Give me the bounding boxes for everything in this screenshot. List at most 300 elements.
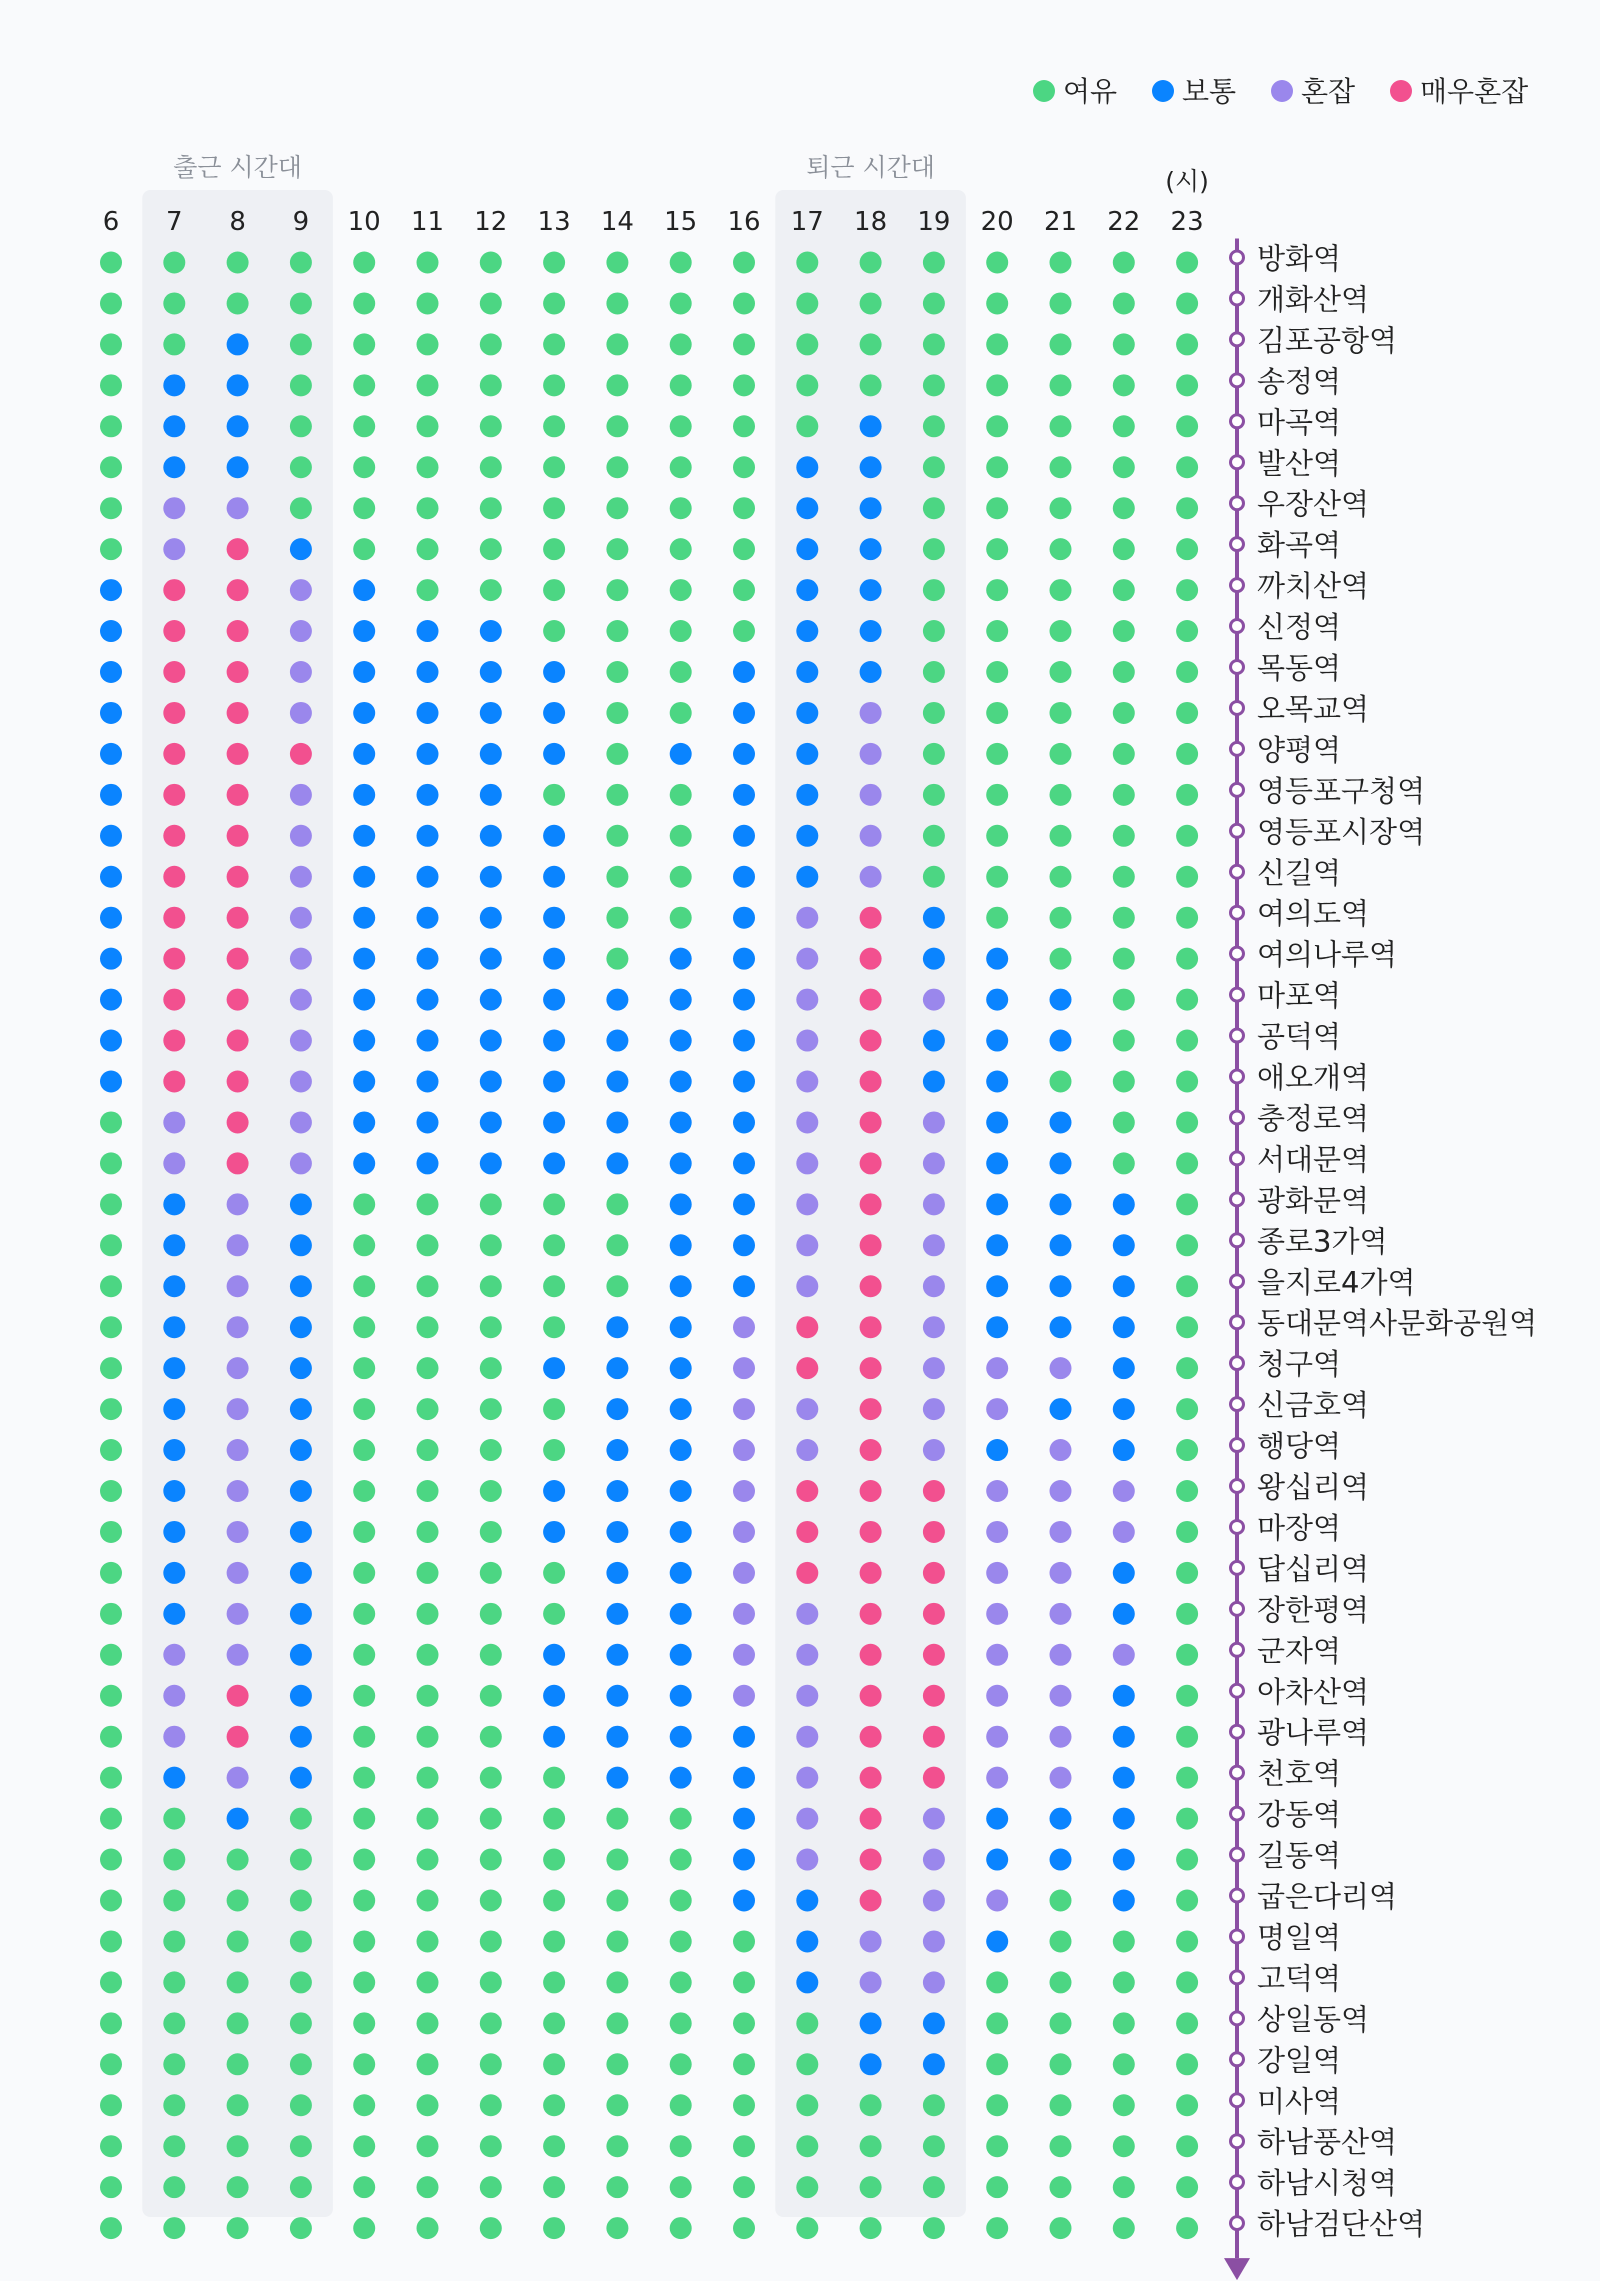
dot-목동역-18 bbox=[860, 661, 882, 683]
station-label-미사역: 미사역 bbox=[1257, 2084, 1342, 2119]
hour-label-22: 22 bbox=[1107, 207, 1141, 237]
dot-왕십리역-20 bbox=[986, 1480, 1008, 1502]
dot-개화산역-7 bbox=[163, 292, 185, 314]
station-marker-우장산역 bbox=[1231, 497, 1244, 510]
hour-label-6: 6 bbox=[102, 207, 120, 237]
dot-장한평역-14 bbox=[606, 1603, 628, 1625]
dot-신금호역-7 bbox=[163, 1398, 185, 1420]
dot-애오개역-10 bbox=[353, 1071, 375, 1093]
dot-오목교역-9 bbox=[290, 702, 312, 724]
dot-신길역-21 bbox=[1050, 866, 1072, 888]
dot-을지로4가역-18 bbox=[860, 1275, 882, 1297]
dot-왕십리역-14 bbox=[606, 1480, 628, 1502]
dot-청구역-11 bbox=[417, 1357, 439, 1379]
dot-하남시청역-7 bbox=[163, 2176, 185, 2198]
dot-동대문역사문화공원역-18 bbox=[860, 1316, 882, 1338]
dot-천호역-20 bbox=[986, 1767, 1008, 1789]
dot-마장역-16 bbox=[733, 1521, 755, 1543]
dot-우장산역-11 bbox=[417, 497, 439, 519]
dot-마곡역-10 bbox=[353, 415, 375, 437]
dot-양평역-7 bbox=[163, 743, 185, 765]
dot-김포공항역-13 bbox=[543, 333, 565, 355]
dot-길동역-6 bbox=[100, 1849, 122, 1871]
dot-화곡역-7 bbox=[163, 538, 185, 560]
dot-강일역-14 bbox=[606, 2053, 628, 2075]
dot-신길역-8 bbox=[227, 866, 249, 888]
dot-개화산역-8 bbox=[227, 292, 249, 314]
dot-방화역-13 bbox=[543, 252, 565, 274]
station-marker-충정로역 bbox=[1231, 1111, 1244, 1124]
dot-김포공항역-10 bbox=[353, 333, 375, 355]
dot-아차산역-6 bbox=[100, 1685, 122, 1707]
dot-명일역-19 bbox=[923, 1930, 945, 1952]
dot-왕십리역-11 bbox=[417, 1480, 439, 1502]
station-marker-송정역 bbox=[1231, 374, 1244, 387]
dot-개화산역-23 bbox=[1176, 292, 1198, 314]
dot-개화산역-11 bbox=[417, 292, 439, 314]
dot-길동역-9 bbox=[290, 1849, 312, 1871]
dot-굽은다리역-23 bbox=[1176, 1890, 1198, 1912]
dot-마장역-22 bbox=[1113, 1521, 1135, 1543]
dot-김포공항역-12 bbox=[480, 333, 502, 355]
dot-강일역-13 bbox=[543, 2053, 565, 2075]
dot-여의도역-22 bbox=[1113, 907, 1135, 929]
dot-강동역-14 bbox=[606, 1808, 628, 1830]
dot-군자역-23 bbox=[1176, 1644, 1198, 1666]
dot-하남검단산역-15 bbox=[670, 2217, 692, 2239]
dot-하남풍산역-21 bbox=[1050, 2135, 1072, 2157]
dot-장한평역-22 bbox=[1113, 1603, 1135, 1625]
dot-명일역-18 bbox=[860, 1930, 882, 1952]
route-arrow-icon bbox=[1224, 2258, 1250, 2280]
dot-장한평역-10 bbox=[353, 1603, 375, 1625]
station-marker-장한평역 bbox=[1231, 1602, 1244, 1615]
dot-아차산역-7 bbox=[163, 1685, 185, 1707]
dot-을지로4가역-13 bbox=[543, 1275, 565, 1297]
dot-공덕역-11 bbox=[417, 1030, 439, 1052]
dot-길동역-17 bbox=[796, 1849, 818, 1871]
dot-목동역-12 bbox=[480, 661, 502, 683]
dot-아차산역-9 bbox=[290, 1685, 312, 1707]
dot-장한평역-13 bbox=[543, 1603, 565, 1625]
station-marker-마곡역 bbox=[1231, 415, 1244, 428]
dot-공덕역-18 bbox=[860, 1030, 882, 1052]
hour-label-7: 7 bbox=[166, 207, 183, 237]
dot-고덕역-17 bbox=[796, 1971, 818, 1993]
dot-양평역-9 bbox=[290, 743, 312, 765]
station-label-동대문역사문화공원역: 동대문역사문화공원역 bbox=[1257, 1306, 1538, 1341]
dot-명일역-21 bbox=[1050, 1930, 1072, 1952]
dot-까치산역-15 bbox=[670, 579, 692, 601]
station-label-개화산역: 개화산역 bbox=[1257, 282, 1370, 317]
dot-화곡역-10 bbox=[353, 538, 375, 560]
dot-행당역-23 bbox=[1176, 1439, 1198, 1461]
dot-방화역-17 bbox=[796, 252, 818, 274]
dot-화곡역-23 bbox=[1176, 538, 1198, 560]
dot-굽은다리역-13 bbox=[543, 1890, 565, 1912]
dot-화곡역-12 bbox=[480, 538, 502, 560]
dot-발산역-16 bbox=[733, 456, 755, 478]
dot-아차산역-18 bbox=[860, 1685, 882, 1707]
dot-하남시청역-20 bbox=[986, 2176, 1008, 2198]
dot-여의나루역-12 bbox=[480, 948, 502, 970]
dot-아차산역-13 bbox=[543, 1685, 565, 1707]
dot-명일역-6 bbox=[100, 1930, 122, 1952]
dot-명일역-17 bbox=[796, 1930, 818, 1952]
dot-아차산역-16 bbox=[733, 1685, 755, 1707]
dot-고덕역-18 bbox=[860, 1971, 882, 1993]
dot-동대문역사문화공원역-10 bbox=[353, 1316, 375, 1338]
dot-광화문역-9 bbox=[290, 1193, 312, 1215]
dot-청구역-23 bbox=[1176, 1357, 1198, 1379]
dot-화곡역-16 bbox=[733, 538, 755, 560]
dot-우장산역-22 bbox=[1113, 497, 1135, 519]
station-marker-영등포시장역 bbox=[1231, 824, 1244, 837]
dot-동대문역사문화공원역-15 bbox=[670, 1316, 692, 1338]
dot-상일동역-11 bbox=[417, 2012, 439, 2034]
dot-길동역-12 bbox=[480, 1849, 502, 1871]
dot-여의나루역-8 bbox=[227, 948, 249, 970]
dot-아차산역-21 bbox=[1050, 1685, 1072, 1707]
dot-신길역-16 bbox=[733, 866, 755, 888]
dot-방화역-7 bbox=[163, 252, 185, 274]
dot-신길역-9 bbox=[290, 866, 312, 888]
dot-마장역-21 bbox=[1050, 1521, 1072, 1543]
dot-애오개역-23 bbox=[1176, 1071, 1198, 1093]
dot-마포역-11 bbox=[417, 989, 439, 1011]
dot-오목교역-12 bbox=[480, 702, 502, 724]
dot-우장산역-13 bbox=[543, 497, 565, 519]
dot-동대문역사문화공원역-12 bbox=[480, 1316, 502, 1338]
dot-여의도역-8 bbox=[227, 907, 249, 929]
dot-명일역-13 bbox=[543, 1930, 565, 1952]
dot-충정로역-21 bbox=[1050, 1111, 1072, 1133]
dot-방화역-11 bbox=[417, 252, 439, 274]
dot-하남시청역-13 bbox=[543, 2176, 565, 2198]
dot-행당역-15 bbox=[670, 1439, 692, 1461]
legend-label-1: 보통 bbox=[1182, 75, 1237, 108]
dot-신길역-20 bbox=[986, 866, 1008, 888]
dot-군자역-6 bbox=[100, 1644, 122, 1666]
dot-광나루역-19 bbox=[923, 1726, 945, 1748]
dot-고덕역-7 bbox=[163, 1971, 185, 1993]
dot-서대문역-11 bbox=[417, 1152, 439, 1174]
dot-왕십리역-22 bbox=[1113, 1480, 1135, 1502]
station-label-공덕역: 공덕역 bbox=[1257, 1019, 1342, 1054]
dot-굽은다리역-15 bbox=[670, 1890, 692, 1912]
dot-답십리역-8 bbox=[227, 1562, 249, 1584]
dot-행당역-11 bbox=[417, 1439, 439, 1461]
dot-까치산역-10 bbox=[353, 579, 375, 601]
dot-개화산역-18 bbox=[860, 292, 882, 314]
dot-명일역-15 bbox=[670, 1930, 692, 1952]
dot-명일역-20 bbox=[986, 1930, 1008, 1952]
dot-강동역-9 bbox=[290, 1808, 312, 1830]
dot-마포역-17 bbox=[796, 989, 818, 1011]
dot-신길역-19 bbox=[923, 866, 945, 888]
dot-서대문역-14 bbox=[606, 1152, 628, 1174]
dot-행당역-21 bbox=[1050, 1439, 1072, 1461]
dot-강동역-12 bbox=[480, 1808, 502, 1830]
dot-군자역-8 bbox=[227, 1644, 249, 1666]
dot-화곡역-17 bbox=[796, 538, 818, 560]
dot-마포역-6 bbox=[100, 989, 122, 1011]
dot-광나루역-18 bbox=[860, 1726, 882, 1748]
dot-개화산역-10 bbox=[353, 292, 375, 314]
dot-충정로역-22 bbox=[1113, 1111, 1135, 1133]
dot-신금호역-23 bbox=[1176, 1398, 1198, 1420]
dot-마포역-13 bbox=[543, 989, 565, 1011]
dot-우장산역-14 bbox=[606, 497, 628, 519]
dot-답십리역-14 bbox=[606, 1562, 628, 1584]
dot-동대문역사문화공원역-19 bbox=[923, 1316, 945, 1338]
legend-dot-1 bbox=[1152, 80, 1174, 102]
dot-여의도역-14 bbox=[606, 907, 628, 929]
dot-우장산역-9 bbox=[290, 497, 312, 519]
dot-고덕역-11 bbox=[417, 1971, 439, 1993]
station-label-영등포구청역: 영등포구청역 bbox=[1257, 773, 1426, 808]
dot-미사역-9 bbox=[290, 2094, 312, 2116]
dot-영등포시장역-21 bbox=[1050, 825, 1072, 847]
station-label-화곡역: 화곡역 bbox=[1257, 528, 1342, 563]
dot-충정로역-18 bbox=[860, 1111, 882, 1133]
dot-개화산역-20 bbox=[986, 292, 1008, 314]
dot-하남시청역-12 bbox=[480, 2176, 502, 2198]
dot-양평역-10 bbox=[353, 743, 375, 765]
dot-김포공항역-20 bbox=[986, 333, 1008, 355]
dot-충정로역-19 bbox=[923, 1111, 945, 1133]
dot-영등포구청역-15 bbox=[670, 784, 692, 806]
station-marker-하남풍산역 bbox=[1231, 2135, 1244, 2148]
dot-신길역-14 bbox=[606, 866, 628, 888]
dot-광나루역-20 bbox=[986, 1726, 1008, 1748]
station-label-하남검단산역: 하남검단산역 bbox=[1257, 2207, 1426, 2242]
legend bbox=[1033, 75, 1528, 108]
dot-종로3가역-6 bbox=[100, 1234, 122, 1256]
dot-군자역-18 bbox=[860, 1644, 882, 1666]
dot-여의도역-9 bbox=[290, 907, 312, 929]
station-label-신길역: 신길역 bbox=[1257, 855, 1342, 890]
dot-고덕역-10 bbox=[353, 1971, 375, 1993]
dot-김포공항역-11 bbox=[417, 333, 439, 355]
dot-길동역-8 bbox=[227, 1849, 249, 1871]
dot-청구역-6 bbox=[100, 1357, 122, 1379]
dot-길동역-16 bbox=[733, 1849, 755, 1871]
dot-송정역-10 bbox=[353, 374, 375, 396]
dot-굽은다리역-22 bbox=[1113, 1890, 1135, 1912]
dot-답십리역-16 bbox=[733, 1562, 755, 1584]
dot-마장역-12 bbox=[480, 1521, 502, 1543]
dot-영등포구청역-16 bbox=[733, 784, 755, 806]
dot-종로3가역-17 bbox=[796, 1234, 818, 1256]
dot-아차산역-10 bbox=[353, 1685, 375, 1707]
dot-서대문역-7 bbox=[163, 1152, 185, 1174]
dot-동대문역사문화공원역-8 bbox=[227, 1316, 249, 1338]
dot-광화문역-22 bbox=[1113, 1193, 1135, 1215]
dot-발산역-14 bbox=[606, 456, 628, 478]
dot-하남풍산역-20 bbox=[986, 2135, 1008, 2157]
dot-영등포구청역-22 bbox=[1113, 784, 1135, 806]
dot-송정역-19 bbox=[923, 374, 945, 396]
station-label-강일역: 강일역 bbox=[1257, 2043, 1342, 2078]
dot-천호역-23 bbox=[1176, 1767, 1198, 1789]
dot-명일역-9 bbox=[290, 1930, 312, 1952]
dot-여의도역-13 bbox=[543, 907, 565, 929]
station-label-오목교역: 오목교역 bbox=[1257, 691, 1370, 726]
dot-길동역-22 bbox=[1113, 1849, 1135, 1871]
dot-강일역-8 bbox=[227, 2053, 249, 2075]
dot-길동역-13 bbox=[543, 1849, 565, 1871]
dot-양평역-8 bbox=[227, 743, 249, 765]
dot-양평역-16 bbox=[733, 743, 755, 765]
dot-상일동역-15 bbox=[670, 2012, 692, 2034]
legend-label-3: 매우혼잡 bbox=[1420, 75, 1529, 108]
dot-양평역-18 bbox=[860, 743, 882, 765]
station-label-행당역: 행당역 bbox=[1257, 1429, 1342, 1464]
dot-천호역-7 bbox=[163, 1767, 185, 1789]
dot-답십리역-11 bbox=[417, 1562, 439, 1584]
band-title-0: 출근 시간대 bbox=[173, 153, 302, 182]
dot-김포공항역-21 bbox=[1050, 333, 1072, 355]
dot-하남검단산역-21 bbox=[1050, 2217, 1072, 2239]
dot-애오개역-13 bbox=[543, 1071, 565, 1093]
dot-발산역-19 bbox=[923, 456, 945, 478]
dot-종로3가역-18 bbox=[860, 1234, 882, 1256]
dot-동대문역사문화공원역-23 bbox=[1176, 1316, 1198, 1338]
dot-신정역-15 bbox=[670, 620, 692, 642]
dot-김포공항역-15 bbox=[670, 333, 692, 355]
dot-길동역-23 bbox=[1176, 1849, 1198, 1871]
dot-영등포구청역-20 bbox=[986, 784, 1008, 806]
dot-천호역-21 bbox=[1050, 1767, 1072, 1789]
dot-여의도역-10 bbox=[353, 907, 375, 929]
dot-영등포구청역-21 bbox=[1050, 784, 1072, 806]
dot-강일역-17 bbox=[796, 2053, 818, 2075]
dot-오목교역-10 bbox=[353, 702, 375, 724]
dot-서대문역-16 bbox=[733, 1152, 755, 1174]
dot-을지로4가역-11 bbox=[417, 1275, 439, 1297]
dot-군자역-9 bbox=[290, 1644, 312, 1666]
dot-굽은다리역-18 bbox=[860, 1890, 882, 1912]
dot-종로3가역-23 bbox=[1176, 1234, 1198, 1256]
dot-목동역-20 bbox=[986, 661, 1008, 683]
station-marker-신정역 bbox=[1231, 620, 1244, 633]
dot-마장역-14 bbox=[606, 1521, 628, 1543]
dot-군자역-11 bbox=[417, 1644, 439, 1666]
dot-여의도역-17 bbox=[796, 907, 818, 929]
dot-동대문역사문화공원역-17 bbox=[796, 1316, 818, 1338]
station-label-방화역: 방화역 bbox=[1257, 241, 1342, 276]
station-line bbox=[1224, 239, 1537, 2281]
dot-강동역-7 bbox=[163, 1808, 185, 1830]
dot-신정역-7 bbox=[163, 620, 185, 642]
dot-애오개역-8 bbox=[227, 1071, 249, 1093]
dot-광화문역-12 bbox=[480, 1193, 502, 1215]
dot-신길역-18 bbox=[860, 866, 882, 888]
station-label-천호역: 천호역 bbox=[1257, 1756, 1342, 1791]
dot-개화산역-9 bbox=[290, 292, 312, 314]
dot-하남풍산역-8 bbox=[227, 2135, 249, 2157]
dot-행당역-20 bbox=[986, 1439, 1008, 1461]
dot-강동역-15 bbox=[670, 1808, 692, 1830]
dot-명일역-11 bbox=[417, 1930, 439, 1952]
dot-강일역-18 bbox=[860, 2053, 882, 2075]
dot-광나루역-15 bbox=[670, 1726, 692, 1748]
dot-신길역-6 bbox=[100, 866, 122, 888]
dot-명일역-22 bbox=[1113, 1930, 1135, 1952]
dot-장한평역-20 bbox=[986, 1603, 1008, 1625]
station-label-신정역: 신정역 bbox=[1257, 610, 1342, 645]
dot-발산역-20 bbox=[986, 456, 1008, 478]
dot-장한평역-7 bbox=[163, 1603, 185, 1625]
dot-왕십리역-15 bbox=[670, 1480, 692, 1502]
dot-서대문역-22 bbox=[1113, 1152, 1135, 1174]
station-label-고덕역: 고덕역 bbox=[1257, 1961, 1342, 1996]
hour-label-19: 19 bbox=[917, 207, 951, 237]
dot-천호역-10 bbox=[353, 1767, 375, 1789]
dot-송정역-18 bbox=[860, 374, 882, 396]
dot-군자역-14 bbox=[606, 1644, 628, 1666]
dot-송정역-21 bbox=[1050, 374, 1072, 396]
dot-목동역-10 bbox=[353, 661, 375, 683]
dot-광나루역-6 bbox=[100, 1726, 122, 1748]
dot-여의나루역-10 bbox=[353, 948, 375, 970]
station-label-애오개역: 애오개역 bbox=[1257, 1060, 1370, 1095]
dot-방화역-16 bbox=[733, 252, 755, 274]
dot-을지로4가역-20 bbox=[986, 1275, 1008, 1297]
dot-공덕역-21 bbox=[1050, 1030, 1072, 1052]
station-marker-강일역 bbox=[1231, 2053, 1244, 2066]
dot-종로3가역-9 bbox=[290, 1234, 312, 1256]
dot-하남검단산역-16 bbox=[733, 2217, 755, 2239]
dot-신정역-6 bbox=[100, 620, 122, 642]
dot-발산역-7 bbox=[163, 456, 185, 478]
dot-까치산역-14 bbox=[606, 579, 628, 601]
dot-군자역-21 bbox=[1050, 1644, 1072, 1666]
dot-장한평역-19 bbox=[923, 1603, 945, 1625]
dot-상일동역-21 bbox=[1050, 2012, 1072, 2034]
dot-화곡역-11 bbox=[417, 538, 439, 560]
dot-발산역-6 bbox=[100, 456, 122, 478]
dot-마장역-7 bbox=[163, 1521, 185, 1543]
station-marker-동대문역사문화공원역 bbox=[1231, 1316, 1244, 1329]
dot-동대문역사문화공원역-6 bbox=[100, 1316, 122, 1338]
dot-우장산역-18 bbox=[860, 497, 882, 519]
dot-광화문역-13 bbox=[543, 1193, 565, 1215]
dot-우장산역-6 bbox=[100, 497, 122, 519]
dot-군자역-7 bbox=[163, 1644, 185, 1666]
dot-군자역-19 bbox=[923, 1644, 945, 1666]
station-marker-개화산역 bbox=[1231, 292, 1244, 305]
station-marker-애오개역 bbox=[1231, 1070, 1244, 1083]
dot-천호역-9 bbox=[290, 1767, 312, 1789]
dot-신금호역-9 bbox=[290, 1398, 312, 1420]
dot-영등포시장역-10 bbox=[353, 825, 375, 847]
dot-하남검단산역-12 bbox=[480, 2217, 502, 2239]
dot-강동역-22 bbox=[1113, 1808, 1135, 1830]
dot-송정역-16 bbox=[733, 374, 755, 396]
station-marker-마포역 bbox=[1231, 988, 1244, 1001]
dot-행당역-17 bbox=[796, 1439, 818, 1461]
dot-고덕역-9 bbox=[290, 1971, 312, 1993]
dot-신금호역-12 bbox=[480, 1398, 502, 1420]
dot-답십리역-18 bbox=[860, 1562, 882, 1584]
dot-상일동역-19 bbox=[923, 2012, 945, 2034]
dot-강일역-12 bbox=[480, 2053, 502, 2075]
dot-천호역-6 bbox=[100, 1767, 122, 1789]
dot-종로3가역-19 bbox=[923, 1234, 945, 1256]
dot-을지로4가역-21 bbox=[1050, 1275, 1072, 1297]
